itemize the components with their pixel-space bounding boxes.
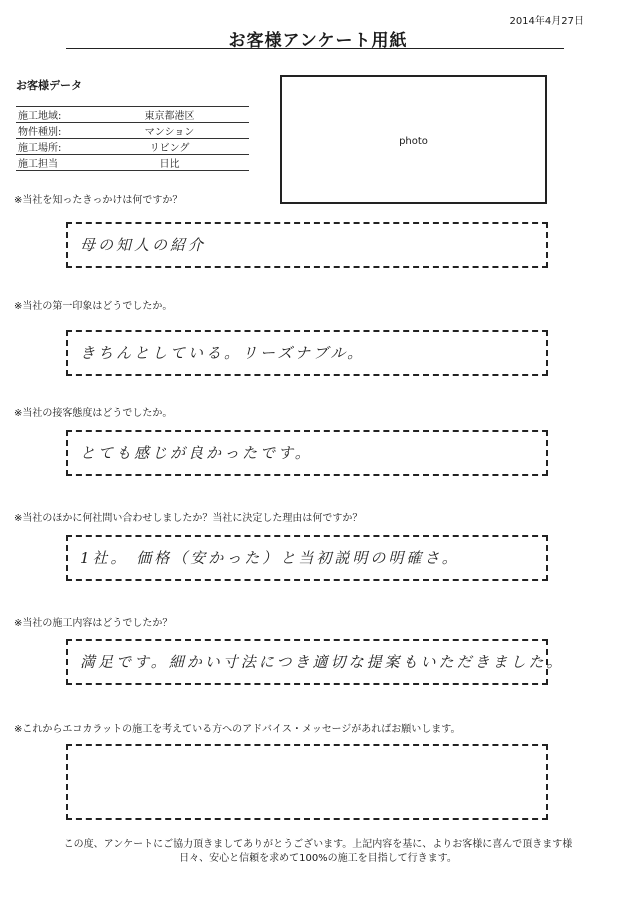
row-key: 施工担当 (16, 155, 90, 171)
table-row (16, 155, 249, 171)
answer-text-4: 1社。 価格（安かった）と当初説明の明確さ。 (80, 549, 460, 567)
answer-text-2: きちんとしている。リーズナブル。 (80, 344, 366, 362)
question-5-label: ※当社の施工内容はどうでしたか？ (14, 618, 173, 629)
page-title: お客様アンケート用紙 (228, 31, 408, 51)
answer-box-4 (66, 535, 548, 581)
customer-data-table (16, 106, 249, 171)
table-row (16, 139, 249, 155)
title-underline (66, 48, 564, 49)
question-4-label: ※当社のほかに何社問い合わせしましたか？当社に決定した理由は何ですか？ (14, 513, 363, 524)
answer-text-3: とても感じが良かったです。 (80, 444, 313, 462)
row-key: 施工場所: (16, 139, 90, 155)
answer-text-5: 満足です。細かい寸法につき適切な提案もいただきました。 (80, 653, 565, 671)
row-value: リビング (90, 139, 249, 155)
answer-box-3 (66, 430, 548, 476)
answer-box-1 (66, 222, 548, 268)
question-6-label: ※これからエコカラットの施工を考えている方へのアドバイス・メッセージがあればお願いします。 (14, 724, 461, 735)
closing-line-1: この度、アンケートにご協力頂きましてありがとうございます。上記内容を基に、よりお客様に喜んで頂きます様 (63, 839, 573, 850)
row-key: 物件種別: (16, 123, 90, 139)
closing-line-2: 日々、安心と信頼を求めて100%の施工を目指して行きます。 (179, 853, 457, 864)
closing-message (0, 838, 636, 866)
survey-date: 2014年4月27日 (509, 16, 584, 27)
answer-box-2 (66, 330, 548, 376)
question-3-label: ※当社の接客態度はどうでしたか。 (14, 408, 173, 419)
row-value: マンション (90, 123, 249, 139)
row-key: 施工地域: (16, 107, 90, 123)
row-value: 東京都港区 (90, 107, 249, 123)
answer-text-1: 母の知人の紹介 (80, 236, 207, 254)
answer-box-6 (66, 744, 548, 820)
customer-data-heading: お客様データ (16, 79, 82, 92)
answer-box-5 (66, 639, 565, 685)
question-1-label: ※当社を知ったきっかけは何ですか？ (14, 195, 183, 206)
photo-placeholder (280, 75, 547, 204)
photo-label: photo (399, 136, 428, 147)
row-value: 日比 (90, 155, 249, 171)
question-2-label: ※当社の第一印象はどうでしたか。 (14, 301, 173, 312)
table-row (16, 107, 249, 123)
table-row (16, 123, 249, 139)
